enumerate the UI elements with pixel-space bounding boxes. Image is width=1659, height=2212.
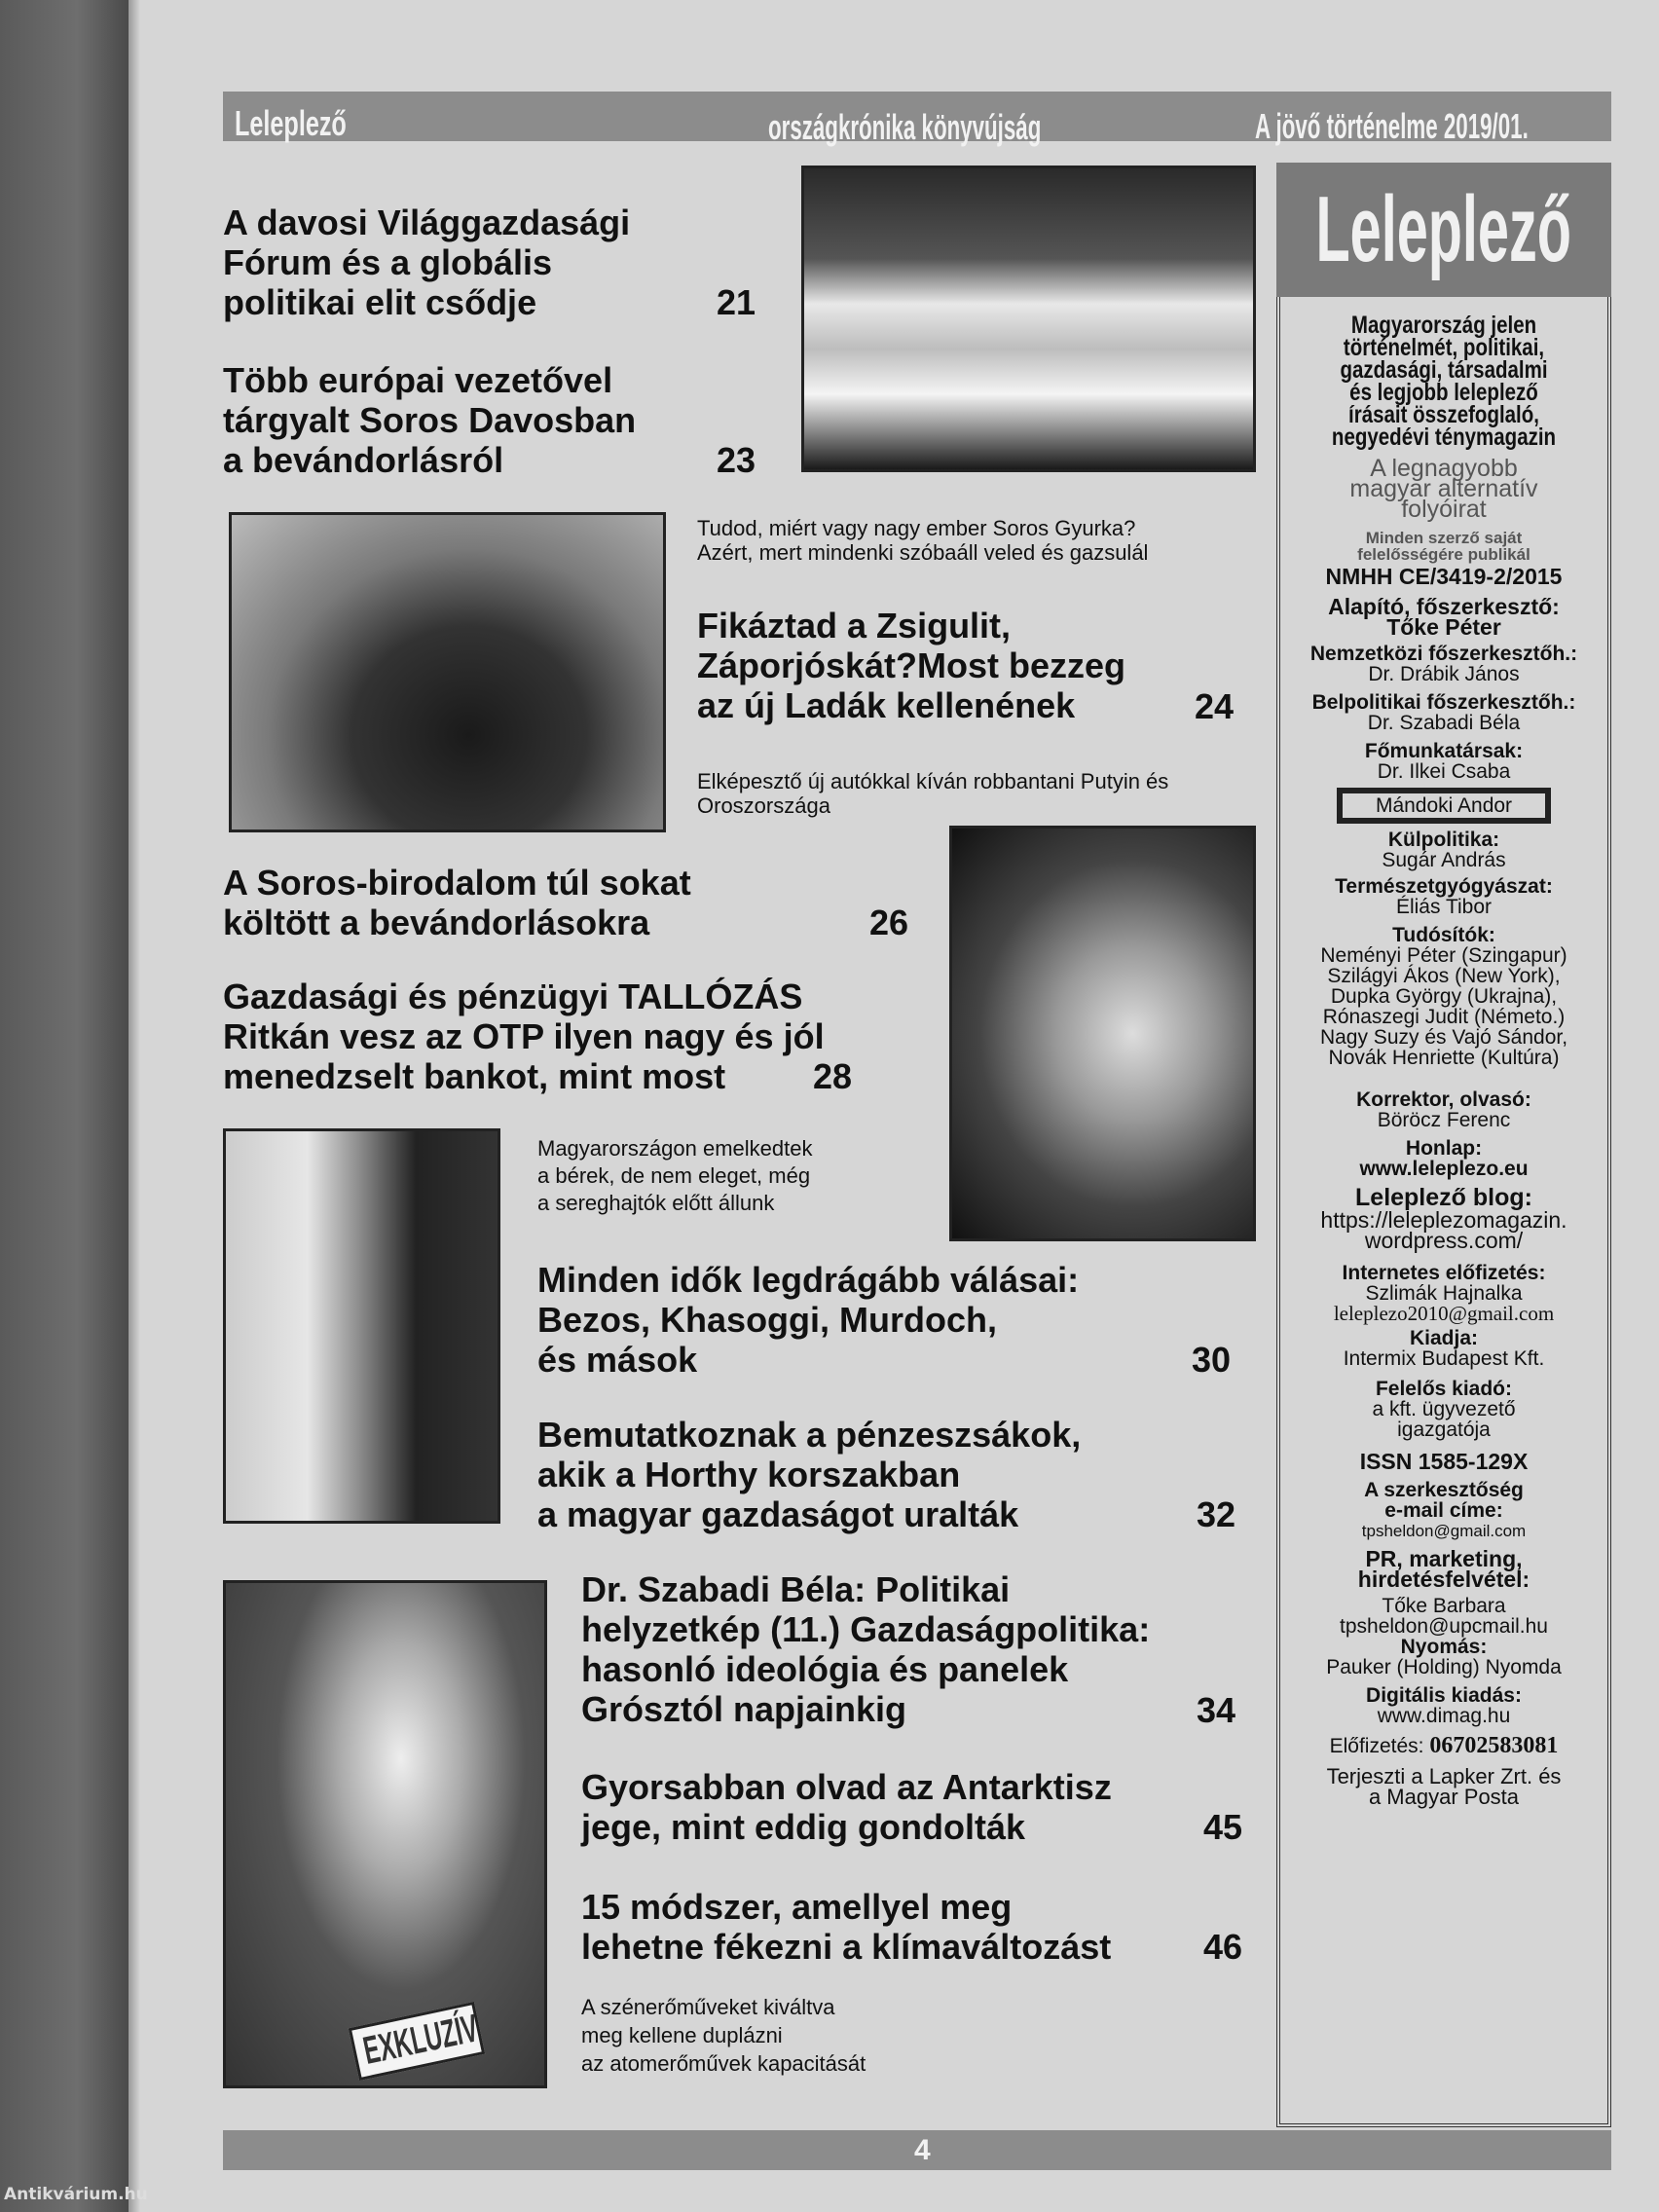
- dr-szabadi-bela-photo: [223, 1580, 547, 2088]
- page-number: 28: [813, 1056, 853, 1096]
- article-title[interactable]: Gazdasági és pénzügyi TALLÓZÁS Ritkán vesz az OTP ilyen nagy és jól menedzselt bankot, mint most: [223, 977, 825, 1096]
- article-title[interactable]: Fikáztad a Zsigulit, Záporjóskát?Most bezzeg az új Ladák kellenének: [697, 606, 1126, 725]
- page-number: 46: [1203, 1927, 1243, 1967]
- article-title[interactable]: 15 módszer, amellyel meg lehetne fékezni a klímaváltozást: [581, 1887, 1112, 1967]
- article-title[interactable]: Gyorsabban olvad az Antarktisz jege, mint eddig gondolták: [581, 1767, 1112, 1847]
- book-spine: [0, 0, 129, 2212]
- nmhh-number: NMHH CE/3419-2/2015: [1325, 564, 1563, 589]
- laughing-man-photo: [949, 826, 1256, 1241]
- nuclear-caption: A szénerőműveket kiváltva meg kellene duplázni az atomerőművek kapacitását: [581, 1995, 866, 2076]
- pr-email[interactable]: tpsheldon@upcmail.hu: [1340, 1615, 1548, 1638]
- header-bar: [223, 92, 1611, 147]
- page-number: 34: [1197, 1690, 1236, 1730]
- masthead-logo: Leleplező: [1276, 163, 1611, 297]
- page-number: 24: [1195, 686, 1235, 726]
- page-number: 30: [1192, 1340, 1232, 1380]
- lada-caption: Elképesztő új autókkal kíván robbantani Putyin és Oroszországa: [697, 769, 1169, 818]
- page-number: 26: [869, 903, 909, 942]
- wages-caption: Magyarországon emelkedtek a bérek, de nem eleget, még a sereghajtók előtt állunk: [537, 1136, 813, 1215]
- masthead-sidebar: [1276, 163, 1611, 2127]
- masthead-box: Magyarország jelen történelmét, politikai, gazdasági, társadalmi és legjobb leleplező írásait összefoglaló, negyedévi ténymagazin A legnagyobb magyar alternatív folyóirat Minden szerző saját felelősségére publikál NMHH CE/3419-2/2015 Alapító, főszerkesztő: Tőke Péter Nemzetközi főszerkesztőh.: Dr. Drábik János Belpolitikai főszerkesztőh.: Dr. Szabadi Béla Főmunkatársak: Dr. Ilkei Csaba Mándoki Andor Külpolitika: Sugár András Természetgyógyászat: Éliás Tibor Tudósítók: Neményi Péter (Szingapur) Szilágyi Ákos (New York), Dupka György (Ukrajna), Rónaszegi Judit (Németo.) Nagy Suzy és Vajó Sándor, Novák Henriette (Kultúra) Korrektor, olvasó: Böröcz Ferenc Honlap: www.leleplezo.eu Leleplező blog: https://leleplezomagazin. wordpress.com/ Internetes előfizetés: Szlimák Hajnalka leleplezo2010@gmail.com Kiadja: Intermix Budapest Kft. Felelős kiadó: a kft. ügyvezető igazgatója ISSN 1585-129X A szerkesztőség e-mail címe: tpsheldon@gmail.com PR, marketing, hirdetésfelvétel: Tőke Barbara tpsheldon@upcmail.hu Nyomás: Pauker (Holding) Nyomda Digitális kiadás: www.dimag.hu Előfizetés: 06702583081 Terjeszti a Lapker Zrt. és a Magyar Posta: [1276, 297, 1611, 2127]
- page-number: 45: [1203, 1807, 1243, 1847]
- page-number: 23: [717, 440, 756, 480]
- subscription-email[interactable]: leleplezo2010@gmail.com: [1333, 1302, 1555, 1325]
- header-subtitle: országkrónika könyvújság: [768, 107, 1042, 147]
- article-title[interactable]: Minden idők legdrágább válásai: Bezos, Khasoggi, Murdoch, és mások: [537, 1260, 1080, 1380]
- article-title[interactable]: A davosi Világgazdasági Fórum és a globális politikai elit csődje: [223, 203, 631, 322]
- subscription-phone: 06702583081: [1429, 1733, 1559, 1758]
- page-number: 32: [1197, 1494, 1236, 1534]
- footer-bar: [223, 2130, 1611, 2170]
- tagline: Magyarország jelen történelmét, politikai, gazdasági, társadalmi és legjobb leleplező írásait összefoglaló, negyedévi ténymagazin: [1331, 312, 1557, 451]
- header-brand: Leleplező: [235, 103, 347, 143]
- davos-snow-hotel-photo: [801, 166, 1256, 472]
- article-title[interactable]: A Soros-birodalom túl sokat költött a bevándorlásokra: [223, 863, 691, 942]
- page-edge: [129, 0, 140, 2212]
- article-title[interactable]: Bemutatkoznak a pénzeszsákok, akik a Horthy korszakban a magyar gazdaságot uralták: [537, 1415, 1082, 1534]
- footer-page-number: 4: [914, 2134, 931, 2166]
- exclusive-badge: EXKLUZÍV: [349, 2002, 486, 2081]
- lada-concept-car-photo: [229, 512, 666, 832]
- header-issue: A jövő történelme 2019/01.: [1255, 106, 1529, 146]
- website-link[interactable]: www.leleplezo.eu: [1359, 1158, 1529, 1180]
- page-number: 21: [717, 282, 756, 322]
- article-title[interactable]: Több európai vezetővel tárgyalt Soros Davosban a bevándorlásról: [223, 360, 637, 480]
- editorial-email[interactable]: tpsheldon@gmail.com: [1361, 1522, 1527, 1540]
- highlighted-staff: Mándoki Andor: [1337, 788, 1551, 824]
- disclaimer: Minden szerző saját felelősségére publikál: [1357, 529, 1530, 564]
- blog-link[interactable]: https://leleplezomagazin. wordpress.com/: [1320, 1207, 1567, 1253]
- soros-caption: Tudod, miért vagy nagy ember Soros Gyurka? Azért, mert mindenki szóbaáll veled és gazsulál: [697, 516, 1149, 565]
- motto: A legnagyobb magyar alternatív folyóirat: [1349, 455, 1538, 523]
- digital-link[interactable]: www.dimag.hu: [1377, 1705, 1511, 1727]
- correspondents-list: Neményi Péter (Szingapur) Szilágyi Ákos (New York), Dupka György (Ukrajna), Rónaszegi Judit (Németo.) Nagy Suzy és Vajó Sándor, Novák Henriette (Kultúra): [1319, 944, 1568, 1069]
- article-title[interactable]: Dr. Szabadi Béla: Politikai helyzetkép (11.) Gazdaságpolitika: hasonló ideológia és panelek Grósztól napjainkig: [581, 1569, 1151, 1729]
- watermark: Antikvárium.hu: [4, 2185, 148, 2204]
- murdoch-couple-photo: [223, 1128, 500, 1524]
